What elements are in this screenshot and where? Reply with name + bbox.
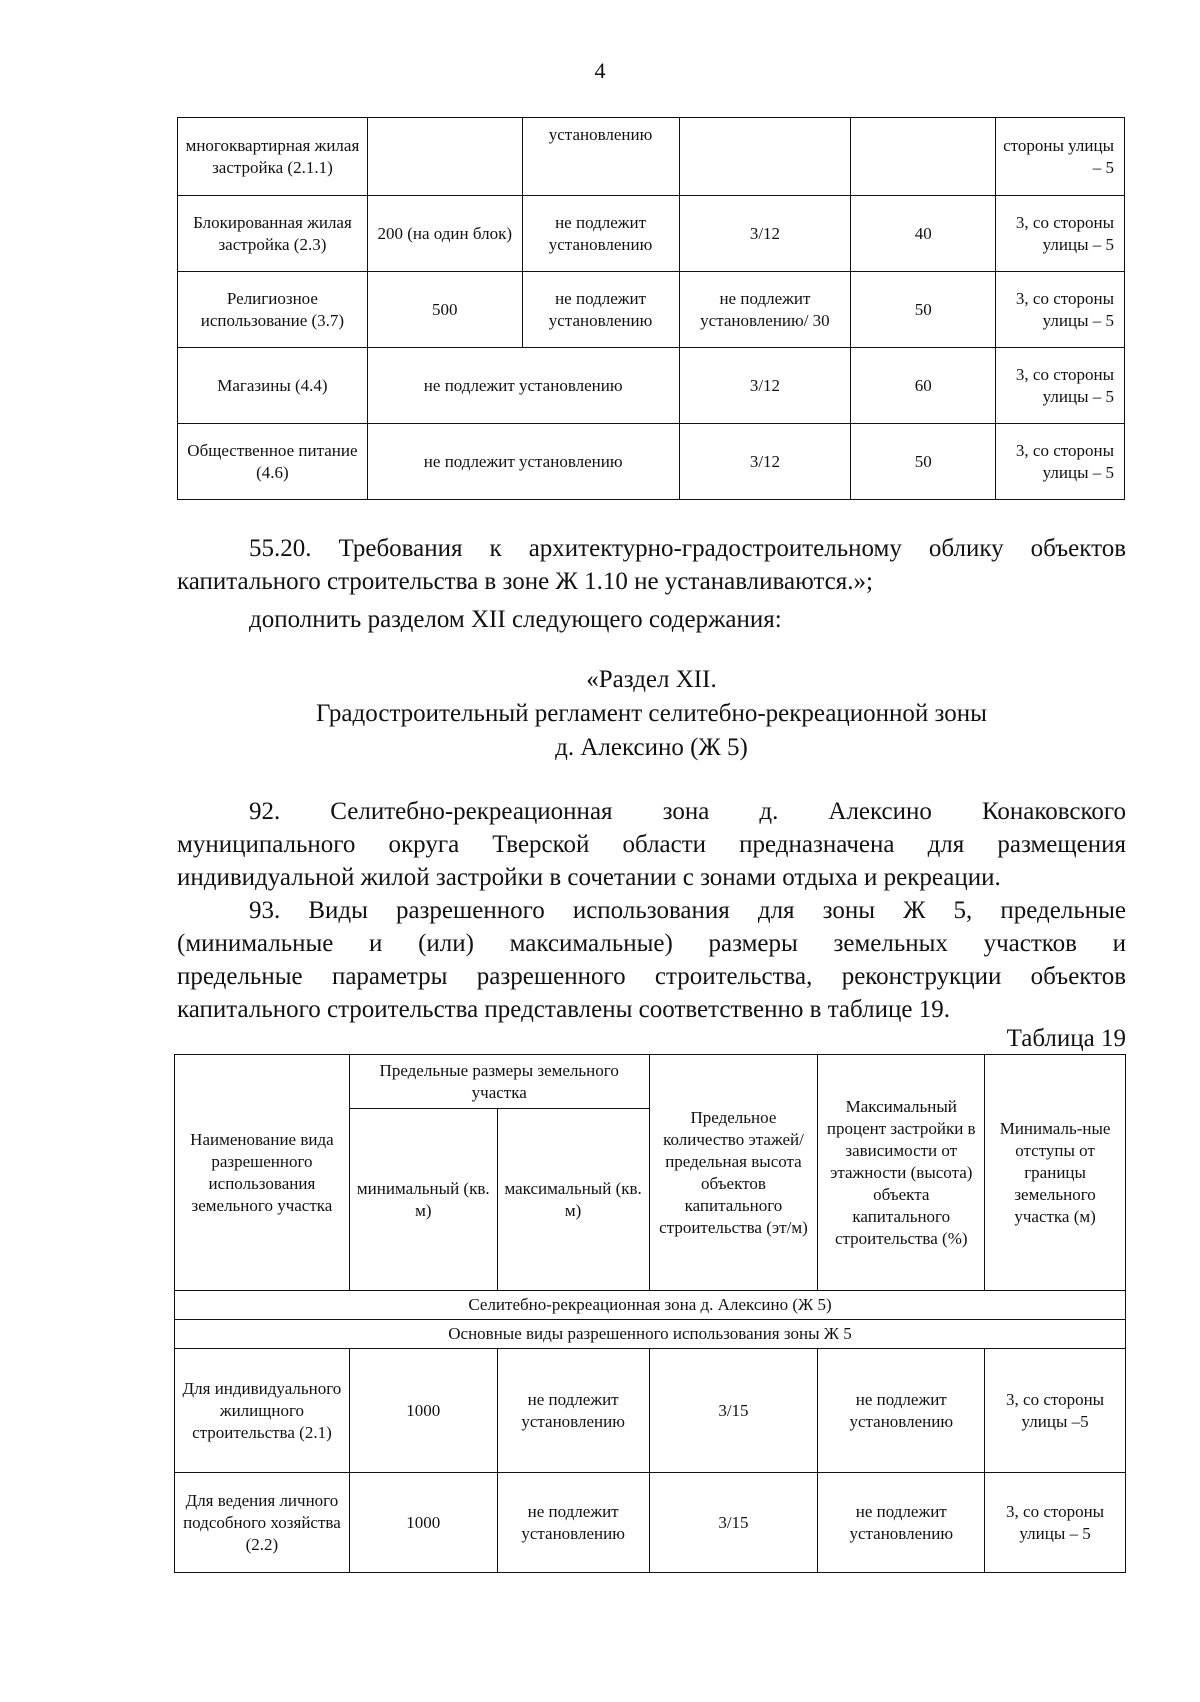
continuation-table bbox=[177, 117, 1125, 500]
table-cell: 3/15 bbox=[649, 1349, 818, 1473]
table-cell: 3/12 bbox=[679, 348, 851, 424]
table-cell: не подлежит установлению/ 30 bbox=[679, 272, 851, 348]
main-uses-row bbox=[175, 1320, 1126, 1349]
main-uses-row-label: Основные виды разрешенного использования зоны Ж 5 bbox=[175, 1320, 1126, 1349]
table-cell: 50 bbox=[851, 424, 996, 500]
para-93-line4: капитального строительства представлены соответственно в таблице 19. bbox=[177, 996, 950, 1023]
table-cell: Блокированная жилая застройка (2.3) bbox=[178, 196, 368, 272]
table-cell: не подлежит установлению bbox=[367, 348, 679, 424]
table-cell: 60 bbox=[851, 348, 996, 424]
zone-row-label: Селитебно-рекреационная зона д. Алексино (Ж 5) bbox=[175, 1291, 1126, 1320]
header-percent: Максимальный процент застройки в зависимости от этажности (высота) объекта капитального строительства (%) bbox=[818, 1055, 985, 1291]
table-19 bbox=[174, 1054, 1126, 1573]
para-93-line2: (минимальные и (или) максимальные) размеры земельных участков и bbox=[177, 930, 1126, 957]
table-cell bbox=[679, 118, 851, 196]
table-cell: Общественное питание (4.6) bbox=[178, 424, 368, 500]
table-row bbox=[178, 424, 1125, 500]
table-cell: 3, со стороны улицы – 5 bbox=[996, 348, 1125, 424]
header-sizes-group: Предельные размеры земельного участка bbox=[349, 1055, 649, 1109]
table-cell: многоквартирная жилая застройка (2.1.1) bbox=[178, 118, 368, 196]
add-section-text: дополнить разделом XII следующего содержания: bbox=[249, 606, 782, 633]
table-row bbox=[175, 1473, 1126, 1573]
table-row bbox=[178, 348, 1125, 424]
table-cell: 40 bbox=[851, 196, 996, 272]
table-cell: Магазины (4.4) bbox=[178, 348, 368, 424]
table-cell: 200 (на один блок) bbox=[367, 196, 522, 272]
para-93-line3: предельные параметры разрешенного строительства, реконструкции объектов bbox=[177, 963, 1126, 990]
table-cell: Для ведения личного подсобного хозяйства (2.2) bbox=[175, 1473, 350, 1573]
table-cell: не подлежит установлению bbox=[522, 196, 679, 272]
table-row bbox=[178, 118, 1125, 196]
table-cell: Для индивидуального жилищного строительства (2.1) bbox=[175, 1349, 350, 1473]
table-cell: 1000 bbox=[349, 1473, 497, 1573]
table-row bbox=[175, 1349, 1126, 1473]
header-name: Наименование вида разрешенного использования земельного участка bbox=[175, 1055, 350, 1291]
table-header-row bbox=[175, 1055, 1126, 1109]
table-cell: 3, со стороны улицы – 5 bbox=[985, 1473, 1126, 1573]
header-offsets: Минималь-ные отступы от границы земельного участка (м) bbox=[985, 1055, 1126, 1291]
table-caption: Таблица 19 bbox=[1006, 1025, 1126, 1052]
table-cell: 1000 bbox=[349, 1349, 497, 1473]
table-cell bbox=[851, 118, 996, 196]
table-row bbox=[178, 196, 1125, 272]
para-55-20-line1: 55.20. Требования к архитектурно-градостроительному облику объектов bbox=[249, 535, 1126, 562]
table-cell: 3/12 bbox=[679, 424, 851, 500]
table-cell: установлению bbox=[522, 118, 679, 196]
table-cell: не подлежит установлению bbox=[522, 272, 679, 348]
para-55-20-line2: капитального строительства в зоне Ж 1.10 не устанавливаются.»; bbox=[177, 568, 873, 595]
table-cell: 3/12 bbox=[679, 196, 851, 272]
table-cell: не подлежит установлению bbox=[818, 1473, 985, 1573]
table-cell: 3, со стороны улицы – 5 bbox=[996, 424, 1125, 500]
table-cell: не подлежит установлению bbox=[497, 1349, 649, 1473]
table-cell: Религиозное использование (3.7) bbox=[178, 272, 368, 348]
table-cell: 3, со стороны улицы – 5 bbox=[996, 196, 1125, 272]
table-row bbox=[178, 272, 1125, 348]
table-cell: 50 bbox=[851, 272, 996, 348]
table-cell: не подлежит установлению bbox=[367, 424, 679, 500]
zone-row bbox=[175, 1291, 1126, 1320]
header-max: максимальный (кв. м) bbox=[497, 1109, 649, 1291]
section-heading-line2: Градостроительный регламент селитебно-рекреационной зоны bbox=[316, 700, 987, 727]
header-min: минимальный (кв. м) bbox=[349, 1109, 497, 1291]
table-cell: не подлежит установлению bbox=[497, 1473, 649, 1573]
table-cell: стороны улицы – 5 bbox=[996, 118, 1125, 196]
table-cell: 3/15 bbox=[649, 1473, 818, 1573]
para-92-line3: индивидуальной жилой застройки в сочетании с зонами отдыха и рекреации. bbox=[177, 864, 1001, 891]
para-92-line1: 92. Селитебно-рекреационная зона д. Алексино Конаковского bbox=[249, 798, 1126, 825]
table-cell: 500 bbox=[367, 272, 522, 348]
para-93-line1: 93. Виды разрешенного использования для зоны Ж 5, предельные bbox=[249, 897, 1126, 924]
section-heading-line3: д. Алексино (Ж 5) bbox=[555, 734, 748, 761]
table-cell bbox=[367, 118, 522, 196]
table-cell: 3, со стороны улицы –5 bbox=[985, 1349, 1126, 1473]
table-cell: 3, со стороны улицы – 5 bbox=[996, 272, 1125, 348]
page-number: 4 bbox=[594, 58, 606, 83]
para-92-line2: муниципального округа Тверской области предназначена для размещения bbox=[177, 831, 1126, 858]
header-floors: Предельное количество этажей/ предельная высота объектов капитального строительства (эт/м) bbox=[649, 1055, 818, 1291]
table-cell: не подлежит установлению bbox=[818, 1349, 985, 1473]
section-heading-line1: «Раздел XII. bbox=[586, 666, 717, 693]
